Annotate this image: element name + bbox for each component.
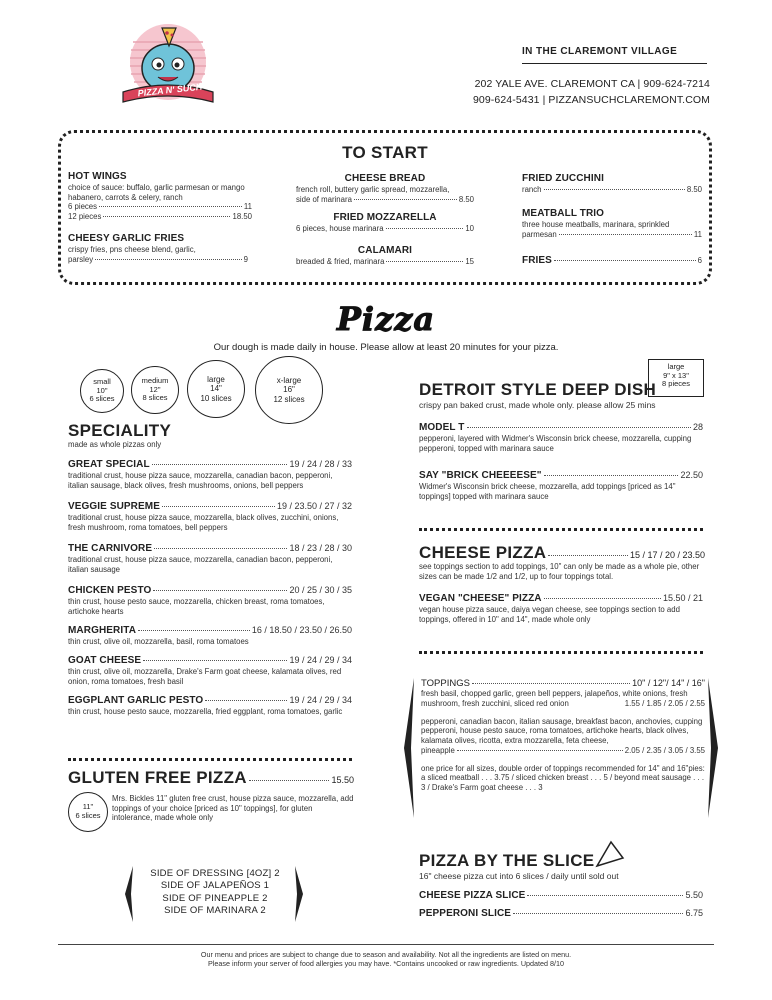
slice-item: PEPPERONI SLICE 6.75	[419, 908, 703, 919]
speciality-item: VEGGIE SUPREME 19 / 23.50 / 27 / 32 traditional crust, house pizza sauce, mozzarella, black olives, zucchini, onions, fresh mushroom, roma tomatoes, bell peppers	[68, 501, 352, 532]
toppings-group-2-price-row: pineapple 2.05 / 2.35 / 3.05 / 3.55	[421, 745, 705, 755]
size-circle-medium: medium 12" 8 slices	[131, 366, 179, 414]
side-item: SIDE OF JALAPEÑOS 1	[160, 880, 270, 892]
divider	[419, 528, 703, 531]
sides-left-bracket	[124, 866, 134, 922]
speciality-list	[68, 459, 352, 735]
side-item: SIDE OF DRESSING [4OZ] 2	[150, 868, 280, 879]
fried-zucchini-item: FRIED ZUCCHINI ranch 8.50	[522, 173, 702, 194]
cheese-bread-item: CHEESE BREAD french roll, buttery garlic spread, mozzarella, side of marinara 8.50	[296, 173, 474, 204]
side-item: SIDE OF MARINARA 2	[164, 905, 266, 917]
toppings-heading: TOPPINGS 10" / 12"/ 14" / 16"	[421, 678, 705, 689]
size-circle-large: large 14" 10 slices	[187, 360, 245, 418]
detroit-size-box: large 9" x 13" 8 pieces	[648, 359, 704, 397]
footer-rule	[58, 944, 714, 945]
speciality-subtitle: made as whole pizzas only	[68, 440, 162, 449]
hot-wings-item: HOT WINGS choice of sauce: buffalo, garlic parmesan or mango habanero, carrots & celery, ranch 6 pieces 11 12 pieces 18.50	[68, 171, 252, 222]
fried-mozzarella-item: FRIED MOZZARELLA 6 pieces, house marinara 10	[296, 212, 474, 233]
toppings-group-1: fresh basil, chopped garlic, green bell peppers, jalapeños, white onions, fresh mushroom, fresh zucchini, sliced red onion	[421, 689, 688, 709]
logo	[118, 22, 218, 106]
fries-item: FRIES 6	[522, 255, 702, 266]
gluten-free-size-circle: 11" 6 slices	[68, 792, 108, 832]
detroit-subtitle: crispy pan baked crust, made whole only. please allow 25 mins	[419, 400, 656, 410]
slice-title: PIZZA BY THE SLICE	[419, 851, 595, 870]
speciality-item: GREAT SPECIAL 19 / 24 / 28 / 33 traditional crust, house pizza sauce, mozzarella, canadian bacon, pepperoni, italian sausage, black olives, fresh mushrooms, onions, bell peppers	[68, 459, 352, 490]
to-start-title: TO START	[342, 143, 428, 162]
gluten-free-desc: Mrs. Bickles 11" gluten free crust, house pizza sauce, mozzarella, add toppings of your choice [priced as 10" toppings], for gluten intolerance, made whole only	[112, 794, 354, 823]
cheese-pizza-heading: CHEESE PIZZA 15 / 17 / 20 / 23.50	[419, 543, 705, 562]
pizza-intro: Our dough is made daily in house. Please allow at least 20 minutes for your pizza.	[213, 342, 559, 353]
toppings-group-2: pepperoni, canadian bacon, italian sausage, breakfast bacon, anchovies, cupping pepperoni, house pesto sauce, roma tomatoes, artichoke hearts, black olives, kalamata olives, ricotta, extra mozzarella, feta cheese,	[421, 716, 703, 746]
size-circle-small: small 10" 6 slices	[80, 369, 124, 413]
size-circle-xlarge: x-large 16" 12 slices	[255, 356, 323, 424]
speciality-item: THE CARNIVORE 18 / 23 / 28 / 30 traditional crust, house pizza sauce, mozzarella, canadian bacon, pepperoni, italian sausage	[68, 543, 352, 574]
address-line: 202 YALE AVE. CLAREMONT CA | 909-624-7214	[474, 78, 710, 90]
detroit-item-model-t: MODEL T 28 pepperoni, layered with Widmer's Wisconsin brick cheese, mozzarella, cupping pepperoni, topped with marinara sauce	[419, 422, 703, 453]
gluten-free-heading: GLUTEN FREE PIZZA 15.50	[68, 768, 354, 787]
calamari-item: CALAMARI breaded & fried, marinara 15	[296, 245, 474, 266]
divider	[419, 651, 703, 654]
toppings-note: one price for all sizes, double order of toppings recommended for 14" and 16"pies: a sliced meatball . . . 3.75 / sliced chicken breast . . . 5 / beyond meat sausage . . . 3 / Drake's Farm goat cheese . . . 3	[421, 763, 705, 792]
village-label: IN THE CLAREMONT VILLAGE	[522, 46, 712, 64]
meatball-trio-item: MEATBALL TRIO three house meatballs, marinara, sprinkled parmesan 11	[522, 208, 702, 239]
cheese-pizza-desc: see toppings section to add toppings, 10" can only be made as a whole pie, other sizes can be made 1/2 and 1/2, up to four toppings total.	[419, 562, 700, 581]
slice-item: CHEESE PIZZA SLICE 5.50	[419, 890, 703, 901]
speciality-item: GOAT CHEESE 19 / 24 / 29 / 34 thin crust, olive oil, mozzarella, Drake's Farm goat cheese, kalamata olives, red onion, roma tomatoes, fresh basil	[68, 655, 352, 686]
slice-subtitle: 16" cheese pizza cut into 6 slices / daily until sold out	[419, 871, 619, 881]
toppings-group-1-price: 1.55 / 1.85 / 2.05 / 2.55	[624, 698, 705, 708]
vegan-cheese-pizza-item: VEGAN "CHEESE" PIZZA 15.50 / 21 vegan house pizza sauce, daiya vegan cheese, see toppings section to add toppings, offered in 10" and 14", made whole only	[419, 593, 703, 624]
pizza-title: Pizza	[336, 300, 436, 338]
divider	[68, 758, 352, 761]
side-item: SIDE OF PINEAPPLE 2	[162, 892, 268, 904]
speciality-title: SPECIALITY	[68, 421, 172, 440]
speciality-item: CHICKEN PESTO 20 / 25 / 30 / 35 thin crust, house pesto sauce, mozzarella, chicken breast, roma tomatoes, artichoke hearts	[68, 585, 352, 616]
detroit-title: DETROIT STYLE DEEP DISH	[419, 380, 657, 399]
contact-line[interactable]: 909-624-5431 | PIZZANSUCHCLAREMONT.COM	[472, 94, 710, 106]
sides-list	[140, 868, 290, 917]
speciality-item: MARGHERITA 16 / 18.50 / 23.50 / 26.50 thin crust, olive oil, mozzarella, basil, roma tomatoes	[68, 625, 352, 646]
sides-right-bracket	[294, 866, 304, 922]
toppings-block	[421, 678, 705, 793]
detroit-item-brick-cheese: SAY "BRICK CHEEEESE" 22.50 Widmer's Wisconsin brick cheese, mozzarella, add toppings [priced as 14" toppings] topped with marinara sauce	[419, 470, 703, 501]
toppings-right-bracket	[707, 678, 719, 818]
footer-disclaimer: Our menu and prices are subject to change due to season and availability. Not all the ingredients are listed on menu. Please inform your server of food allergies you may have. *Contains uncooked or raw ingredients. Updated 8/10	[200, 950, 572, 968]
logo-text: PIZZA N' SUCH	[137, 81, 203, 99]
speciality-item: EGGPLANT GARLIC PESTO 19 / 24 / 29 / 34 thin crust, house pesto sauce, mozzarella, fried eggplant, roma tomatoes, garlic	[68, 695, 352, 716]
pizza-slice-icon	[595, 840, 625, 868]
cheesy-fries-item: CHEESY GARLIC FRIES crispy fries, pns cheese blend, garlic, parsley 9	[68, 233, 248, 264]
toppings-left-bracket	[403, 678, 415, 818]
